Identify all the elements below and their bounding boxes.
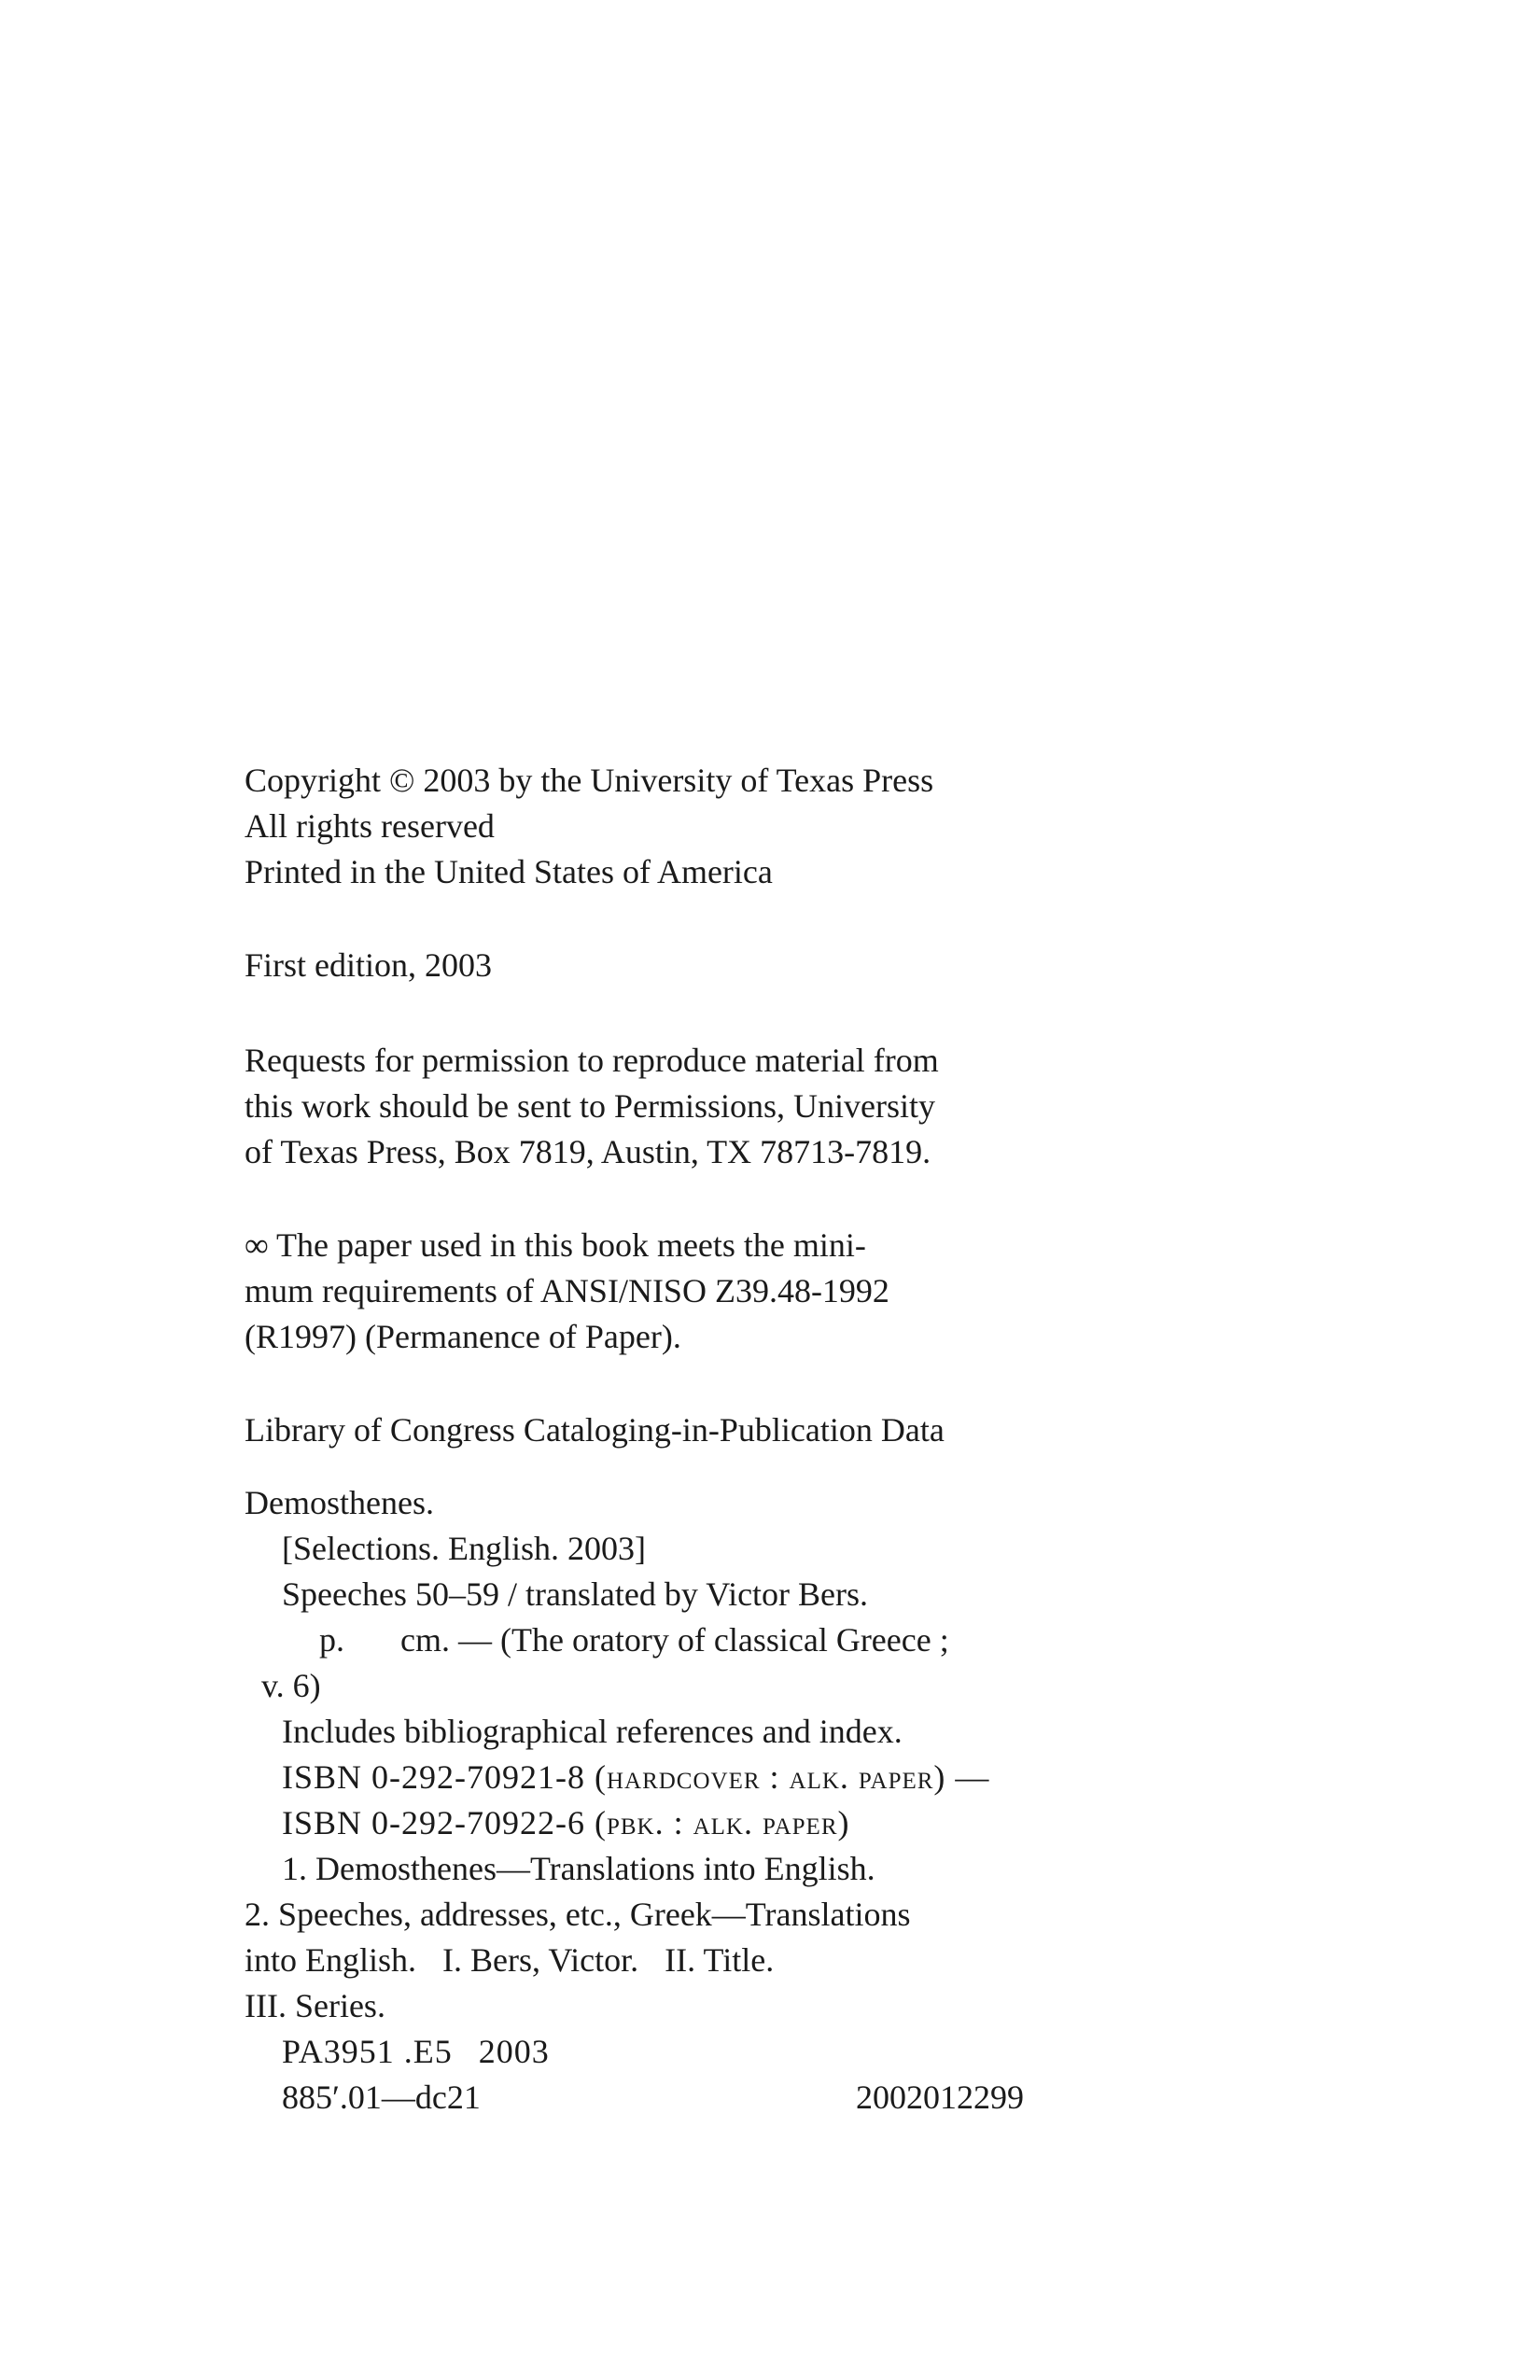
cip-lccn: 2002012299	[856, 2079, 1024, 2116]
paper-line-1	[245, 1223, 1010, 1268]
permissions-line-2: this work should be sent to Permissions, University	[245, 1087, 935, 1125]
cip-dewey: 885′.01—dc21	[282, 2079, 481, 2116]
cip-author: Demosthenes.	[245, 1484, 434, 1521]
cip-volume: v. 6)	[261, 1667, 321, 1704]
cip-title: Speeches 50–59 / translated by Victor Bers.	[282, 1575, 869, 1613]
cip-subject-2: 2. Speeches, addresses, etc., Greek—Translations	[245, 1896, 911, 1933]
cip-subject-1: 1. Demosthenes—Translations into English.	[282, 1850, 875, 1887]
cip-subject-3a: into English.	[245, 1941, 417, 1979]
cip-lc-year: 2003	[478, 2033, 550, 2070]
permissions-block	[245, 1038, 1010, 1175]
cip-lc-class: PA3951 .E5	[282, 2033, 453, 2070]
paper-text-1: The paper used in this book meets the mini-	[276, 1226, 866, 1264]
cip-dewey-line	[245, 2075, 1024, 2121]
infinity-icon: ∞	[245, 1226, 269, 1264]
cip-uniform-title: [Selections. English. 2003]	[282, 1530, 646, 1567]
paper-line-2: mum requirements of ANSI/NISO Z39.48-1992	[245, 1272, 889, 1309]
permissions-line-1: Requests for permission to reproduce material from	[245, 1042, 939, 1079]
cip-heading-block	[245, 1407, 1010, 1453]
cip-cm-series: cm. — (The oratory of classical Greece ;	[400, 1621, 949, 1659]
paper-line-3: (R1997) (Permanence of Paper).	[245, 1318, 681, 1355]
cip-record	[245, 1480, 1024, 2121]
edition-block	[245, 943, 1010, 988]
cip-pages: p.	[319, 1621, 344, 1659]
cip-isbn-paperback: ISBN 0-292-70922-6 (pbk. : alk. paper)	[282, 1804, 850, 1841]
copyright-block	[245, 758, 1010, 895]
copyright-line: Copyright © 2003 by the University of Texas Press	[245, 762, 934, 799]
rights-reserved-line: All rights reserved	[245, 807, 495, 845]
cip-added-entry-author: I. Bers, Victor.	[442, 1941, 639, 1979]
permissions-line-3: of Texas Press, Box 7819, Austin, TX 78713-7819.	[245, 1133, 931, 1170]
cip-added-entry-title: II. Title.	[665, 1941, 775, 1979]
cip-isbn-hardcover: ISBN 0-292-70921-8 (hardcover : alk. paper) —	[282, 1758, 990, 1796]
printed-in-line: Printed in the United States of America	[245, 853, 773, 890]
cip-lc-class-line	[245, 2029, 1010, 2075]
cip-biblio: Includes bibliographical references and index.	[282, 1713, 903, 1750]
cip-heading: Library of Congress Cataloging-in-Publication Data	[245, 1411, 945, 1449]
edition-line: First edition, 2003	[245, 946, 493, 984]
paper-block	[245, 1223, 1010, 1360]
cip-subject-3	[245, 1938, 1010, 1983]
cip-physical	[245, 1617, 1010, 1663]
cip-series: III. Series.	[245, 1987, 385, 2024]
